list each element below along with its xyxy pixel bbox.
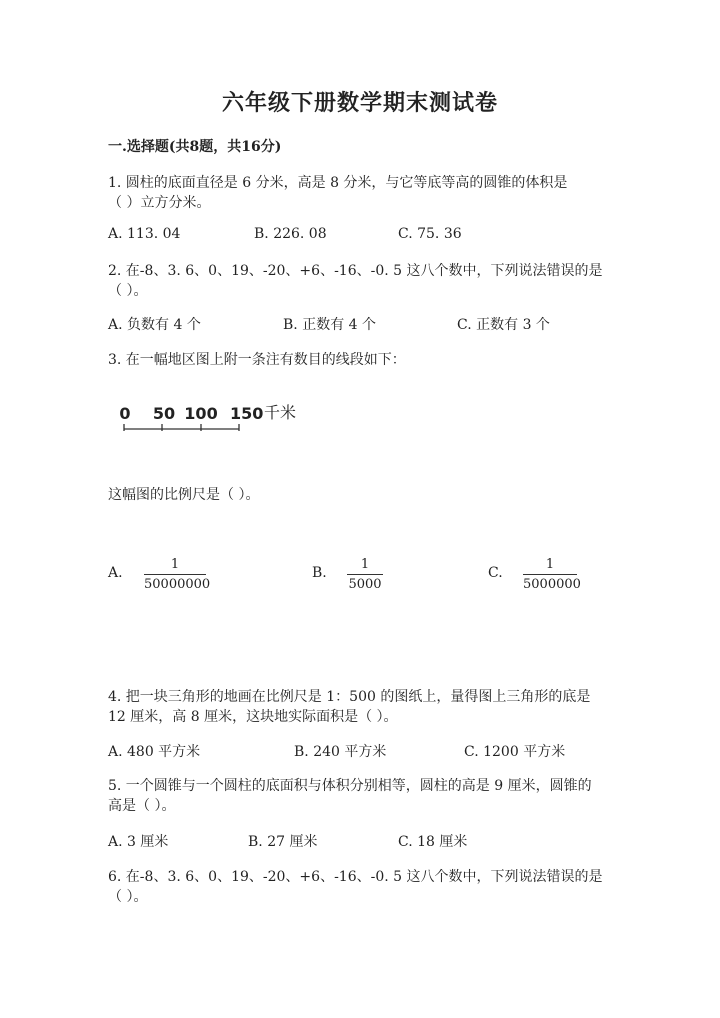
q3-option-c-fraction[interactable] — [523, 557, 581, 592]
q4-text-line1: 4. 把一块三角形的地画在比例尺是 1：500 的图纸上，量得图上三角形的底是 — [108, 689, 591, 705]
q2-option-c[interactable]: C. 正数有 3 个 — [457, 317, 550, 333]
q4-option-c[interactable]: C. 1200 平方米 — [464, 744, 566, 760]
q6-text-line1: 6. 在-8、3. 6、0、19、-20、+6、-16、-0. 5 这八个数中，下列说法错误的是 — [108, 869, 603, 885]
fraction-numerator: 1 — [170, 557, 180, 572]
q4-text-line2: 12 厘米，高 8 厘米，这块地实际面积是（ ）。 — [108, 709, 398, 725]
q2-text-line1: 2. 在-8、3. 6、0、19、-20、+6、-16、-0. 5 这八个数中，下列说法错误的是 — [108, 263, 603, 279]
page-title: 六年级下册数学期末测试卷 — [221, 90, 498, 116]
q5-option-a[interactable]: A. 3 厘米 — [108, 834, 169, 850]
scale-bar-figure — [112, 398, 302, 438]
q5-text-line2: 高是（ ）。 — [108, 798, 176, 814]
fraction-denominator: 5000000 — [523, 574, 577, 592]
q3-text-line1: 3. 在一幅地区图上附一条注有数目的线段如下： — [108, 352, 406, 368]
q1-text-line2: （ ）立方分米。 — [108, 195, 211, 211]
q3-option-a-fraction[interactable] — [144, 557, 211, 592]
q1-option-a[interactable]: A. 113. 04 — [108, 226, 181, 242]
q3-option-b-fraction[interactable] — [347, 557, 383, 592]
q5-option-c[interactable]: C. 18 厘米 — [398, 834, 468, 850]
scale-unit: 千米 — [264, 403, 297, 422]
scale-label-100: 100 — [184, 404, 218, 423]
q4-option-a[interactable]: A. 480 平方米 — [108, 744, 201, 760]
q5-option-b[interactable]: B. 27 厘米 — [248, 834, 318, 850]
q3-option-a-label[interactable]: A. — [108, 565, 123, 581]
q1-text-line1: 1. 圆柱的底面直径是 6 分米，高是 8 分米，与它等底等高的圆锥的体积是 — [108, 175, 568, 191]
q2-text-line2: （ ）。 — [108, 283, 148, 299]
fraction-numerator: 1 — [360, 557, 370, 572]
q3-option-b-label[interactable]: B. — [312, 565, 327, 581]
q4-option-b[interactable]: B. 240 平方米 — [294, 744, 387, 760]
section-heading: 一.选择题(共8题，共16分) — [108, 139, 282, 155]
q3-option-c-label[interactable]: C. — [488, 565, 503, 581]
q3-text-line2: 这幅图的比例尺是（ ）。 — [108, 487, 260, 503]
q6-text-line2: （ ）。 — [108, 889, 148, 905]
scale-label-0: 0 — [119, 404, 131, 423]
q1-option-b[interactable]: B. 226. 08 — [254, 226, 327, 242]
q2-option-b[interactable]: B. 正数有 4 个 — [283, 317, 376, 333]
fraction-denominator: 50000000 — [144, 574, 206, 592]
fraction-numerator: 1 — [545, 557, 555, 572]
q1-option-c[interactable]: C. 75. 36 — [398, 226, 462, 242]
scale-label-150: 150 — [230, 404, 264, 423]
scale-label-50: 50 — [152, 404, 176, 423]
q5-text-line1: 5. 一个圆锥与一个圆柱的底面积与体积分别相等，圆柱的高是 9 厘米，圆锥的 — [108, 778, 592, 794]
fraction-denominator: 5000 — [347, 574, 383, 592]
q2-option-a[interactable]: A. 负数有 4 个 — [108, 317, 201, 333]
